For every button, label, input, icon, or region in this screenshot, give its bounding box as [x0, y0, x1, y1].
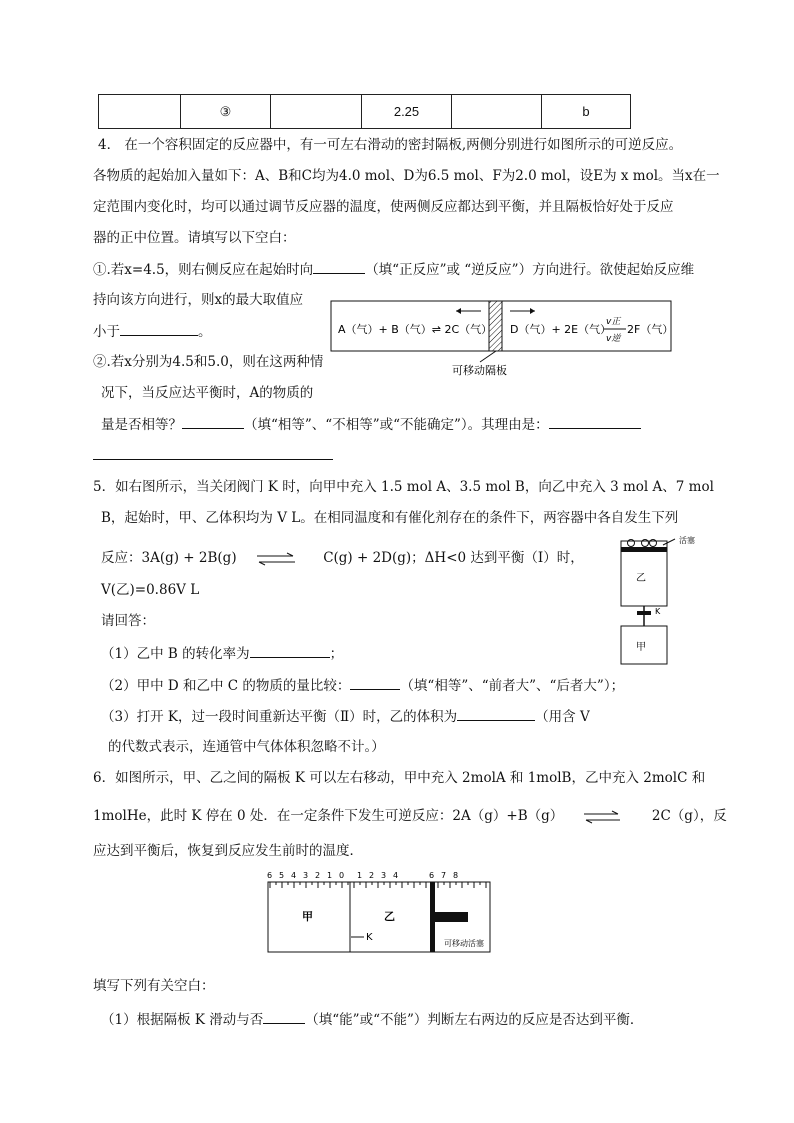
reactor-diagram — [330, 298, 675, 380]
scale-label: 8 — [453, 871, 459, 880]
q5-volume: V(乙)=0.86V L — [101, 582, 200, 598]
scale-label: 2 — [315, 871, 321, 880]
answer-blank[interactable] — [120, 321, 198, 336]
partition-diagram — [262, 868, 494, 958]
answer-blank[interactable] — [313, 259, 365, 274]
q5-sub-2-hint: （填“相等”、“前者大”、“后者大”）； — [400, 678, 625, 694]
partition-label: 可移动隔板 — [452, 364, 507, 377]
q5-sub-2-text: （2）甲中 D 和乙中 C 的物质的量比较： — [101, 678, 351, 694]
q6-line-1: 6．如图所示，甲、乙之间的隔板 K 可以左右移动，甲中充入 2molA 和 1molB，乙中充入 2molC 和 — [93, 770, 706, 786]
container-diagram — [603, 530, 707, 670]
table-cell — [271, 95, 362, 129]
scale-label: 3 — [303, 871, 309, 880]
right-equation-reactants: D（气）+ 2E（气） — [510, 323, 612, 336]
q4-part1 — [93, 259, 694, 280]
table-cell: 2.25 — [362, 95, 452, 129]
scale-label: 1 — [357, 871, 363, 880]
q6-line-2 — [93, 806, 727, 826]
scale-label: 1 — [327, 871, 333, 880]
q6-sub-1-hint: （填“能”或“不能”）判断左右两边的反应是否达到平衡． — [305, 1012, 644, 1028]
q4-part1-text: ①.若x=4.5，则右侧反应在起始时向 — [93, 262, 314, 278]
valve-k — [637, 611, 651, 615]
q6-sub-1 — [101, 1009, 643, 1030]
piston-label: 活塞 — [679, 536, 695, 545]
q5-reaction-reactants: 反应：3A(g) + 2B(g) — [101, 550, 237, 566]
q5-ask: 请回答： — [101, 613, 155, 629]
table-cell — [99, 95, 181, 129]
scale-label: 0 — [339, 871, 345, 880]
q4-part1-hint: （填“正反应”或 “逆反应”）方向进行。欲使起始反应维 — [365, 262, 695, 278]
scale-label: 2 — [369, 871, 375, 880]
answer-blank[interactable] — [549, 414, 641, 429]
scale-ticks — [270, 882, 486, 888]
piston-leader — [663, 539, 675, 545]
answer-blank[interactable] — [457, 706, 535, 721]
valve-label: K — [655, 607, 661, 616]
q4-part2-c — [101, 414, 641, 435]
piston-label: 可移动活塞 — [444, 939, 484, 948]
q4-part1-max-text: 小于 — [93, 324, 120, 340]
answer-blank[interactable] — [250, 643, 330, 658]
q6-line-3: 应达到平衡后，恢复到反应发生前时的温度． — [93, 843, 363, 859]
scale-label: 4 — [291, 871, 297, 880]
q4-line-3: 定范围内变化时，均可以通过调节反应器的温度，使两侧反应都达到平衡，并且隔板恰好处于反应 — [93, 199, 674, 215]
scale-label: 3 — [381, 871, 387, 880]
piston — [621, 547, 667, 552]
scale-labels — [267, 871, 458, 880]
table-row — [99, 95, 631, 129]
q4-part1-cont: 持向该方向进行，则x的最大取值应 — [93, 292, 304, 308]
q5-sub-3-hint: （用含 V — [535, 709, 590, 725]
q5-sub-3-text: （3）打开 K，过一段时间重新达平衡（Ⅱ）时，乙的体积为 — [101, 709, 458, 725]
q5-sub-3-cont: 的代数式表示，连通管中气体体积忽略不计。） — [108, 739, 385, 755]
answer-blank[interactable] — [182, 414, 244, 429]
scale-label: 4 — [393, 871, 399, 880]
q5-sub-2 — [101, 675, 624, 696]
q4-line-4: 器的正中位置。请填写以下空白： — [93, 230, 296, 246]
yi-label: 乙 — [384, 910, 395, 923]
scale-label: 5 — [279, 871, 285, 880]
q6-sub-1-text: （1）根据隔板 K 滑动与否 — [101, 1012, 264, 1028]
movable-piston — [430, 882, 435, 952]
q6-fill: 填写下列有关空白： — [93, 978, 215, 994]
q5-line-1: 5．如右图所示，当关闭阀门 K 时，向甲中充入 1.5 mol A、3.5 mol B，向乙中充入 3 mol A、7 mol — [93, 479, 714, 495]
table-cell — [452, 95, 542, 129]
jia-label: 甲 — [636, 642, 646, 653]
yi-label: 乙 — [636, 573, 646, 584]
forward-rate: v正 — [606, 317, 621, 327]
scale-label: 6 — [267, 871, 273, 880]
left-equation: A（气）+ B（气）⇌ 2C（气） — [338, 323, 493, 336]
q5-sub-1-end: ； — [329, 646, 344, 662]
q4-part2-question: 量是否相等？ — [101, 417, 182, 433]
k-label: K — [366, 932, 373, 943]
q5-sub-1-text: （1）乙中 B 的转化率为 — [101, 646, 250, 662]
jia-label: 甲 — [302, 910, 313, 923]
data-table — [98, 94, 631, 129]
scale-label: 7 — [441, 871, 447, 880]
q5-sub-1 — [101, 643, 343, 664]
equilibrium-arrow-icon — [255, 552, 297, 566]
q5-line-2: B，起始时，甲、乙体积均为 V L。在相同温度和有催化剂存在的条件下，两容器中各自发生下列 — [101, 510, 679, 526]
q4-part1-end: 。 — [198, 324, 212, 340]
q4-line-1: 4． 在一个容积固定的反应器中，有一可左右滑动的密封隔板,两侧分别进行如图所示的可逆反应。 — [98, 137, 683, 153]
table-cell: b — [542, 95, 631, 129]
label-leader — [480, 351, 496, 362]
q4-part2-b: 况下，当反应达平衡时，A的物质的 — [101, 385, 314, 401]
scale-label: 6 — [429, 871, 435, 880]
q5-reaction — [101, 548, 584, 568]
q4-part2-a: ②.若x分别为4.5和5.0，则在这两种情 — [93, 354, 324, 370]
q4-part2-hint: （填“相等”、“不相等”或“不能确定”）。其理由是： — [244, 417, 549, 433]
q4-part1-max — [93, 321, 212, 342]
equilibrium-arrow-icon — [582, 810, 622, 824]
q5-sub-3 — [101, 706, 590, 727]
reverse-rate: v逆 — [606, 334, 621, 344]
table-cell: ③ — [181, 95, 271, 129]
q4-line-2: 各物质的起始加入量如下：A、B和C均为4.0 mol、D为6.5 mol、F为2.0 mol，设E为 x mol。当x在一 — [93, 168, 720, 184]
q5-reaction-products: C(g) + 2D(g)；ΔH<0 达到平衡（Ⅰ）时， — [323, 550, 584, 566]
right-equation-products: 2F（气） — [627, 323, 674, 336]
piston-rod — [435, 912, 468, 922]
answer-blank-line[interactable] — [93, 459, 333, 460]
q6-line-2-text: 1molHe，此时 K 停在 0 处．在一定条件下发生可逆反应：2A（g）+B（g） — [93, 808, 564, 824]
q6-line-2-products: 2C（g），反 — [651, 808, 727, 824]
answer-blank[interactable] — [263, 1009, 305, 1024]
answer-blank[interactable] — [350, 675, 400, 690]
